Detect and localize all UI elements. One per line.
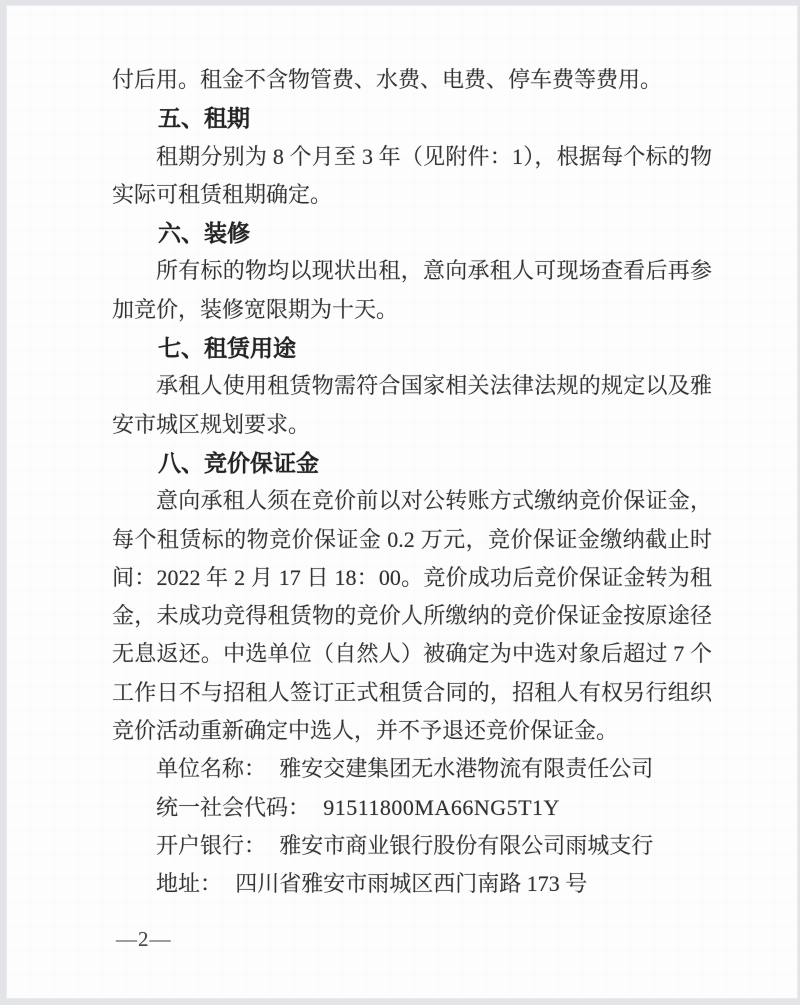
section-paragraph-decoration: 所有标的物均以现状出租，意向承租人可现场查看后再参加竞价，装修宽限期为十天。 — [112, 258, 712, 322]
detail-value-company-name: 雅安交建集团无水港物流有限责任公司 — [279, 756, 654, 782]
section-heading-decoration: 六、装修 — [158, 220, 250, 247]
section-paragraph-bid-deposit: 意向承租人须在竞价前以对公转账方式缴纳竞价保证金，每个租赁标的物竞价保证金 0.2 万元，竞价保证金缴纳截止时间：2022 年 2 月 17 日 18：00。竞价成功后竞价保证金转为租金，未成功竞得租赁物的竞价人所缴纳的竞价保证金按原途径无息返还。中选单位（自然人）被确定为中选对象后超过 7 个工作日不与招租人签订正式租赁合同的，招租人有权另行组织竞价活动重新确定中选人，并不予退还竞价保证金。 — [112, 488, 712, 744]
detail-value-bank: 雅安市商业银行股份有限公司雨城支行 — [279, 832, 654, 858]
section-paragraph-lease-term: 租期分别为 8 个月至 3 年（见附件：1），根据每个标的物实际可租赁租期确定。 — [112, 143, 712, 207]
continuation-paragraph: 付后用。租金不含物管费、水费、电费、停车费等费用。 — [112, 67, 663, 92]
detail-value-address: 四川省雅安市雨城区西门南路 173 号 — [235, 871, 588, 897]
detail-label-address: 地址： — [156, 871, 223, 897]
section-heading-lease-use: 七、租赁用途 — [158, 335, 296, 362]
section-heading-lease-term: 五、租期 — [158, 105, 250, 132]
detail-line-credit-code — [112, 789, 712, 827]
page-number: —2— — [116, 927, 172, 951]
section-paragraph-lease-use: 承租人使用租赁物需符合国家相关法律法规的规定以及雅安市城区规划要求。 — [112, 373, 712, 437]
document-content — [112, 61, 712, 904]
detail-label-credit-code: 统一社会代码： — [156, 794, 311, 820]
detail-line-company-name — [112, 750, 712, 788]
detail-line-address — [112, 865, 712, 903]
document-page — [6, 5, 798, 999]
detail-line-bank — [112, 827, 712, 865]
section-heading-bid-deposit: 八、竞价保证金 — [158, 449, 319, 476]
detail-value-credit-code: 91511800MA66NG5T1Y — [323, 794, 560, 820]
detail-label-company-name: 单位名称： — [156, 756, 267, 782]
detail-label-bank: 开户银行： — [156, 832, 267, 858]
